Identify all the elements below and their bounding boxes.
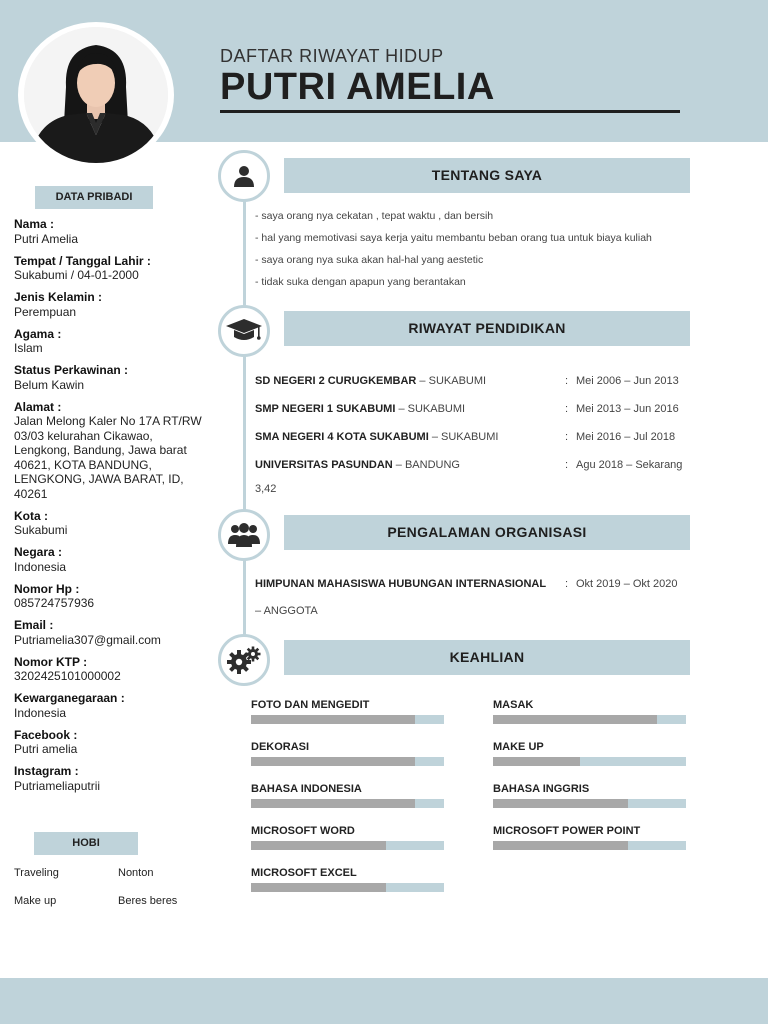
personal-item-instagram xyxy=(14,764,204,793)
education-period: Mei 2013 – Jun 2016 xyxy=(576,403,679,415)
personal-label: Nomor KTP : xyxy=(14,654,88,669)
personal-value: Indonesia xyxy=(14,559,67,574)
hobby-item: Nonton xyxy=(118,867,154,879)
education-school: SD NEGERI 2 CURUGKEMBAR xyxy=(255,375,417,387)
skill-bar-fill xyxy=(251,799,415,808)
personal-label: Kewarganegaraan : xyxy=(14,691,125,705)
skill-item xyxy=(493,782,686,808)
education-dash: – xyxy=(398,403,408,415)
about-line: - saya orang nya cekatan , tepat waktu , dan bersih xyxy=(255,210,494,222)
about-line: - hal yang memotivasi saya kerja yaitu membantu beban orang tua untuk biaya kuliah xyxy=(255,232,652,244)
personal-label: Nama : xyxy=(14,217,55,231)
personal-item-birth xyxy=(14,254,204,283)
skill-name: MICROSOFT POWER POINT xyxy=(493,825,641,837)
education-city: SUKABUMI xyxy=(407,403,466,415)
personal-value: Jalan Melong Kaler No 17A RT/RW 03/03 kelurahan Cikawao, Lengkong, Bandung, Jawa barat 40621, KOTA BANDUNG, LENGKONG, JAWA BARAT, ID, 40261 xyxy=(14,414,202,501)
personal-item-facebook xyxy=(14,728,204,757)
skill-item xyxy=(251,824,444,850)
education-dash: – xyxy=(395,459,405,471)
skill-bar-fill xyxy=(251,715,415,724)
skill-bar xyxy=(493,841,686,850)
skill-bar-fill xyxy=(493,715,657,724)
about-line: - tidak suka dengan apapun yang berantakan xyxy=(255,276,466,288)
education-separator: : xyxy=(565,403,569,415)
skill-item xyxy=(251,782,444,808)
skill-name: BAHASA INGGRIS xyxy=(493,783,590,795)
skill-bar xyxy=(493,757,686,766)
skill-bar xyxy=(251,841,444,850)
personal-label: Nomor Hp : xyxy=(14,581,80,596)
personal-value: Belum Kawin xyxy=(14,377,85,392)
skill-name: MICROSOFT WORD xyxy=(251,825,355,837)
skill-bar-fill xyxy=(251,757,415,766)
personal-label: Kota : xyxy=(14,508,48,523)
education-period: Mei 2006 – Jun 2013 xyxy=(576,375,679,387)
personal-value: Putriamelia307@gmail.com xyxy=(14,632,161,647)
about-list xyxy=(255,209,725,297)
personal-label: Negara : xyxy=(14,545,63,559)
skill-item xyxy=(251,698,444,724)
education-row xyxy=(255,403,705,415)
skill-item xyxy=(251,740,444,766)
personal-label: Email : xyxy=(14,618,54,632)
about-line: - saya orang nya suka akan hal-hal yang aestetic xyxy=(255,254,484,266)
footer-band xyxy=(0,978,768,1024)
personal-value: 085724757936 xyxy=(14,596,95,610)
education-separator: : xyxy=(565,431,569,443)
personal-label: Status Perkawinan : xyxy=(14,363,129,377)
organization-separator: : xyxy=(565,578,569,590)
personal-item-address xyxy=(14,400,204,502)
organization-row xyxy=(255,578,705,590)
education-school: SMA NEGERI 4 KOTA SUKABUMI xyxy=(255,431,429,443)
skill-bar-fill xyxy=(493,799,628,808)
education-period: Mei 2016 – Jul 2018 xyxy=(576,431,676,443)
personal-item-id-number xyxy=(14,655,204,684)
organization-name: HIMPUNAN MAHASISWA HUBUNGAN INTERNASIONAL xyxy=(255,578,547,590)
personal-value: Putri amelia xyxy=(14,742,78,756)
skill-bar-fill xyxy=(251,883,386,892)
group-icon xyxy=(218,509,270,561)
personal-data-heading: DATA PRIBADI xyxy=(35,186,153,209)
personal-value: Putri Amelia xyxy=(14,231,79,246)
education-dash: – xyxy=(431,431,442,443)
skill-bar xyxy=(251,799,444,808)
skill-bar-fill xyxy=(251,841,386,850)
personal-data-list xyxy=(14,217,204,801)
education-city: BANDUNG xyxy=(404,459,460,471)
education-grade: 3,42 xyxy=(255,483,277,495)
skill-item xyxy=(493,740,686,766)
personal-item-religion xyxy=(14,327,204,356)
education-row xyxy=(255,459,705,471)
personal-item-phone xyxy=(14,582,204,611)
hobby-item: Beres beres xyxy=(118,895,178,907)
hobby-item: Traveling xyxy=(14,867,59,879)
education-separator: : xyxy=(565,459,569,471)
timeline-line xyxy=(243,175,246,660)
personal-item-gender xyxy=(14,290,204,319)
skill-bar xyxy=(251,757,444,766)
organization-period: Okt 2019 – Okt 2020 xyxy=(576,578,678,590)
personal-label: Instagram : xyxy=(14,764,79,778)
personal-item-citizenship xyxy=(14,691,204,720)
skill-name: FOTO DAN MENGEDIT xyxy=(251,699,370,711)
organization-role: – ANGGOTA xyxy=(255,605,318,617)
document-type: DAFTAR RIWAYAT HIDUP xyxy=(220,46,444,66)
skill-item xyxy=(251,866,444,892)
personal-label: Jenis Kelamin : xyxy=(14,290,103,304)
organization-heading: PENGALAMAN ORGANISASI xyxy=(284,515,690,550)
personal-value: Islam xyxy=(14,341,43,355)
skill-name: DEKORASI xyxy=(251,741,310,753)
personal-item-city xyxy=(14,509,204,538)
skill-bar-fill xyxy=(493,757,580,766)
skill-name: BAHASA INDONESIA xyxy=(251,783,362,795)
skill-bar xyxy=(493,799,686,808)
about-heading: TENTANG SAYA xyxy=(284,158,690,193)
education-school: UNIVERSITAS PASUNDAN xyxy=(255,459,393,471)
person-icon xyxy=(218,150,270,202)
personal-item-email xyxy=(14,618,204,647)
education-row xyxy=(255,431,705,443)
skill-bar-fill xyxy=(493,841,628,850)
personal-value: Indonesia xyxy=(14,705,67,720)
education-heading: RIWAYAT PENDIDIKAN xyxy=(284,311,690,346)
personal-value: Sukabumi / 04-01-2000 xyxy=(14,268,139,282)
personal-label: Facebook : xyxy=(14,727,78,742)
personal-label: Agama : xyxy=(14,326,62,341)
personal-item-marital xyxy=(14,363,204,392)
education-city: SUKABUMI xyxy=(428,375,487,387)
profile-photo xyxy=(24,27,168,163)
education-separator: : xyxy=(565,375,569,387)
personal-value: Sukabumi xyxy=(14,523,68,537)
education-row xyxy=(255,375,705,387)
skill-name: MICROSOFT EXCEL xyxy=(251,867,357,879)
personal-item-name xyxy=(14,217,204,246)
education-period: Agu 2018 – Sekarang xyxy=(576,459,683,471)
skill-item xyxy=(493,698,686,724)
name-underline xyxy=(220,110,680,113)
personal-label: Tempat / Tanggal Lahir : xyxy=(14,253,151,268)
gears-icon xyxy=(218,634,270,686)
personal-value: Putriameliaputrii xyxy=(14,778,101,793)
education-dash: – xyxy=(419,375,429,387)
hobby-heading: HOBI xyxy=(34,832,138,855)
skill-name: MASAK xyxy=(493,699,534,711)
skills-heading: KEAHLIAN xyxy=(284,640,690,675)
skill-item xyxy=(493,824,686,850)
skill-name: MAKE UP xyxy=(493,741,544,753)
education-city: SUKABUMI xyxy=(441,431,499,443)
skill-bar xyxy=(251,715,444,724)
graduation-cap-icon xyxy=(218,305,270,357)
education-school: SMP NEGERI 1 SUKABUMI xyxy=(255,403,396,415)
candidate-name: PUTRI AMELIA xyxy=(220,66,495,108)
personal-item-country xyxy=(14,545,204,574)
personal-value: 3202425101000002 xyxy=(14,669,121,683)
personal-label: Alamat : xyxy=(14,399,62,414)
skill-bar xyxy=(251,883,444,892)
personal-value: Perempuan xyxy=(14,304,77,319)
hobby-item: Make up xyxy=(14,895,57,907)
skill-bar xyxy=(493,715,686,724)
